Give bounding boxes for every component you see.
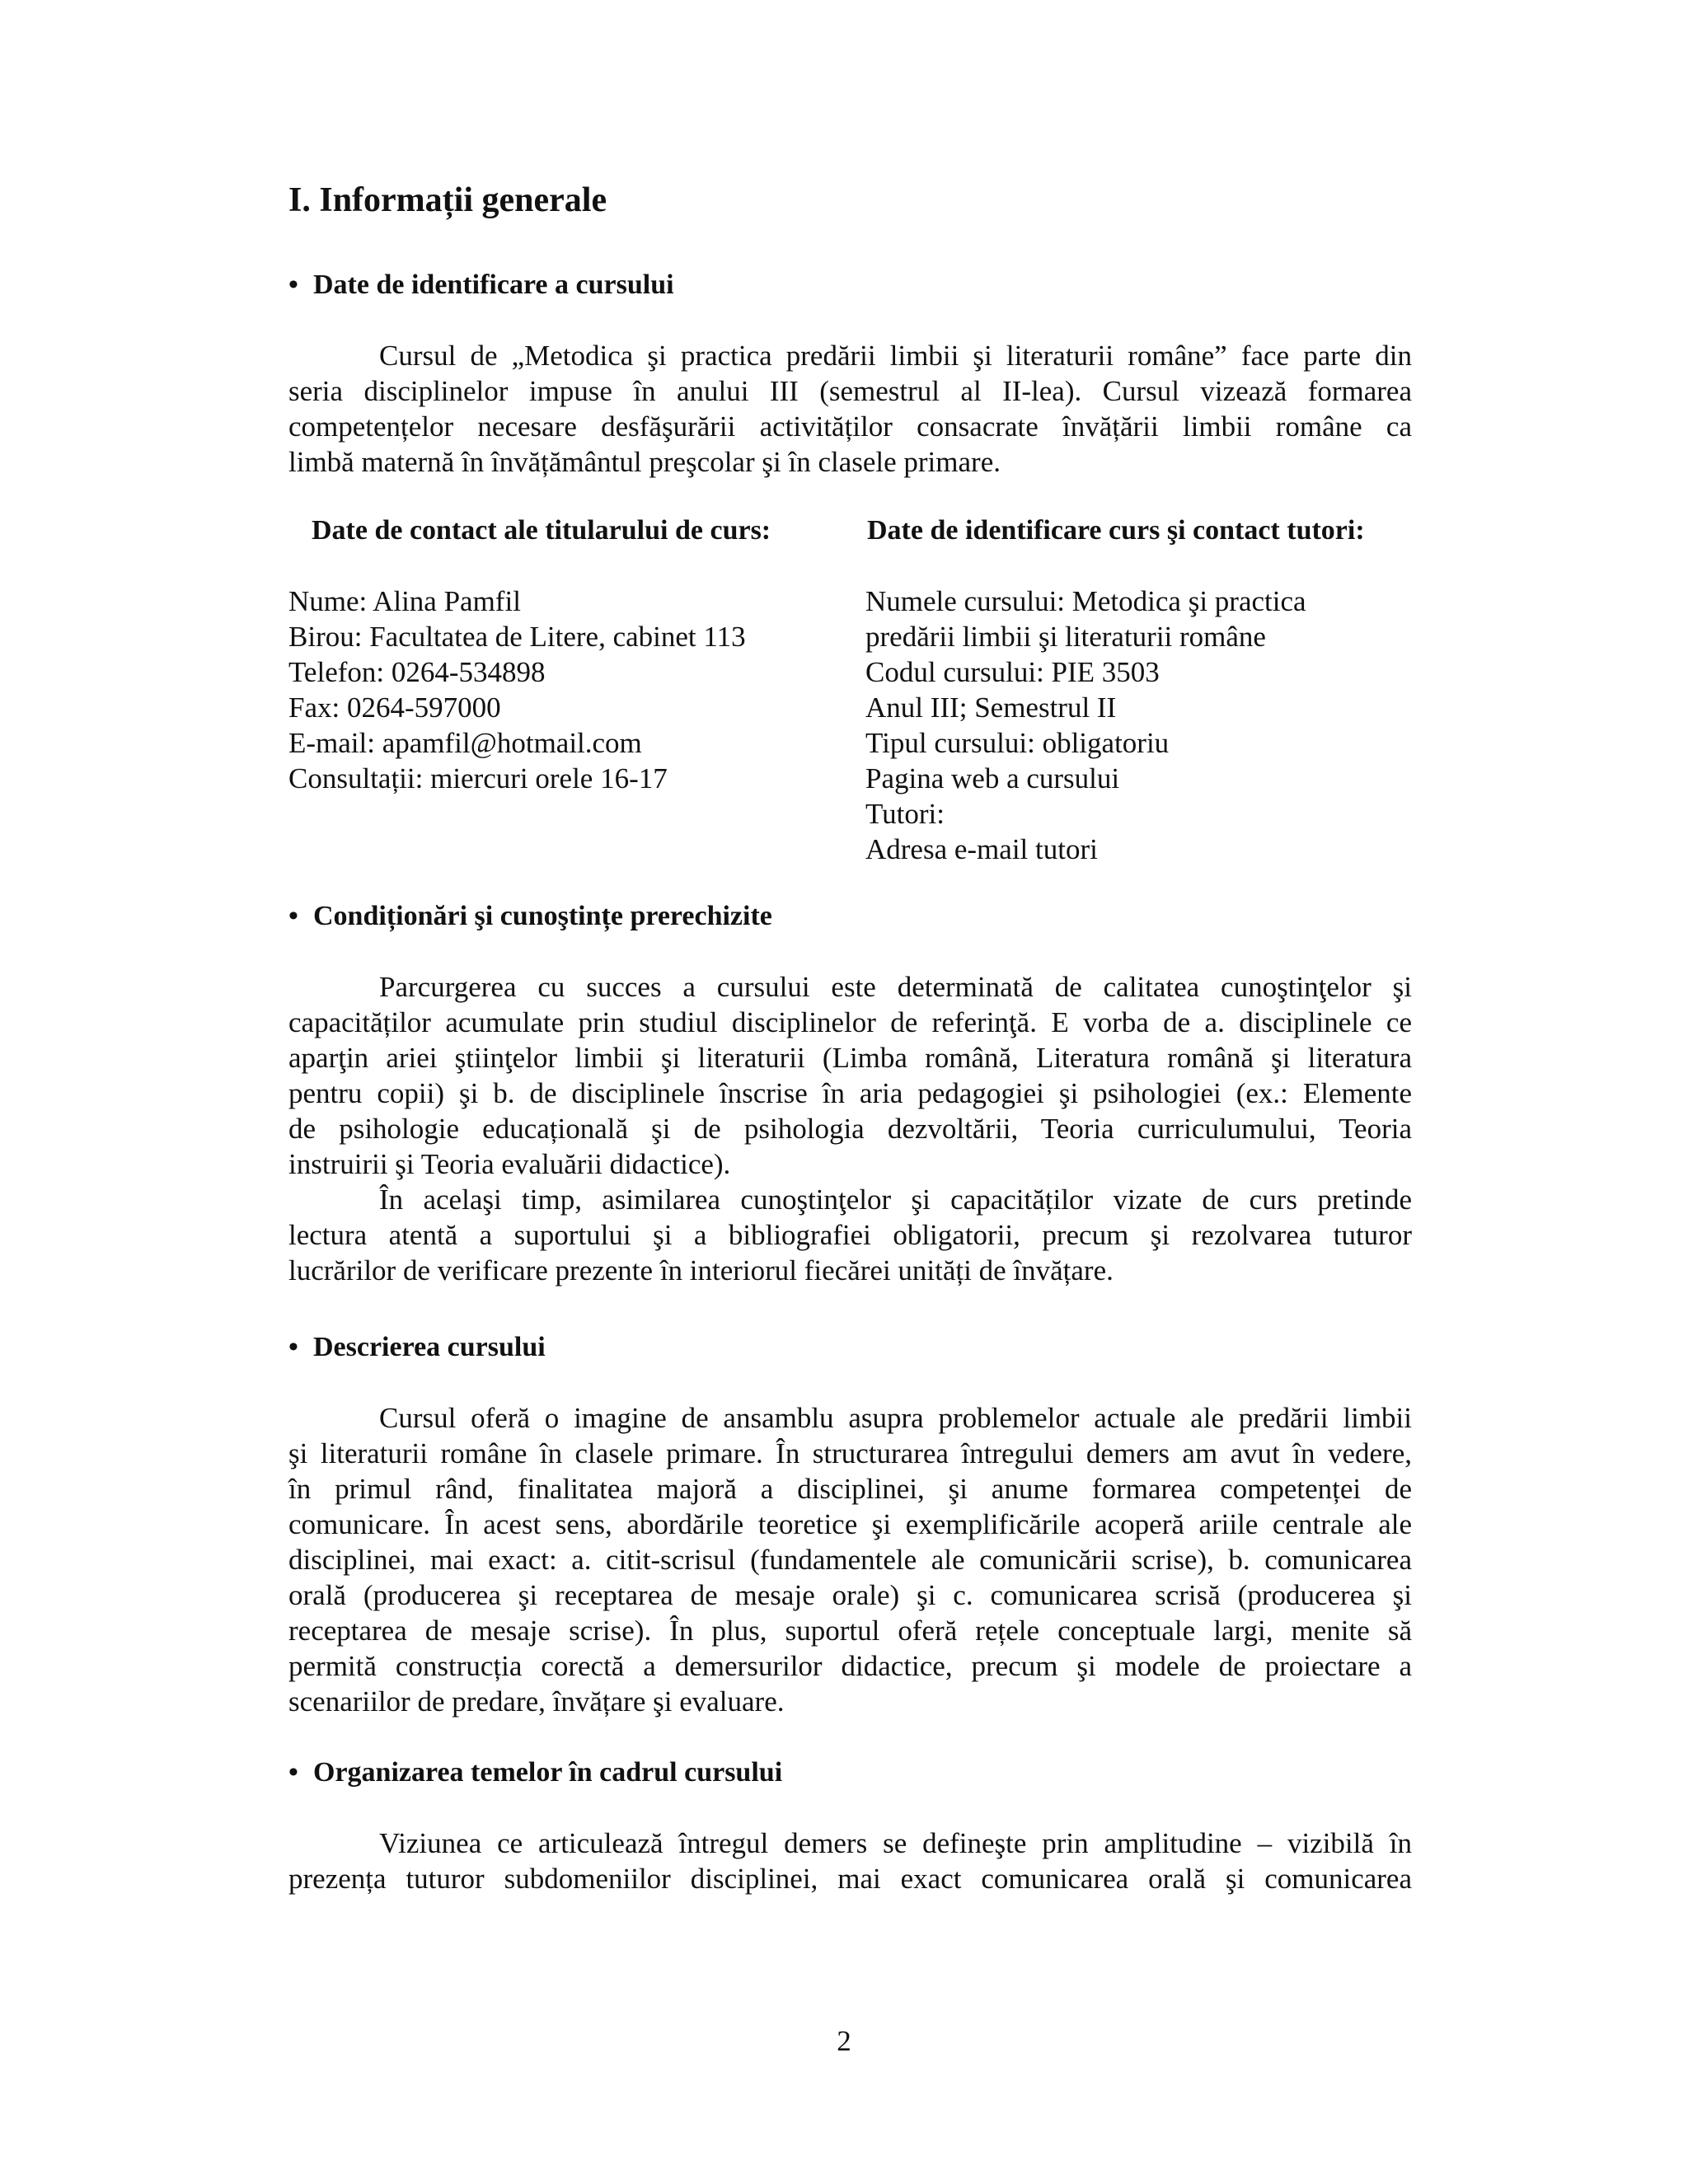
list-item: Tipul cursului: obligatoriu — [865, 727, 1170, 759]
paragraph-descriere: Cursul oferă o imagine de ansamblu asupra problemelor actuale ale predării limbii şi literaturii române în clasele primare. În structurarea întregului demers am avut în vedere, în primul rând, finalitatea majoră a disciplinei, şi anume formarea competenței de comunicare. În acest sens, abordările teoretice şi exemplificările acoperă ariile centrale ale disciplinei, mai exact: a. citit-scrisul (fundamentele ale comunicării scrise), b. comunicarea orală (producerea şi receptarea de mesaje orale) şi c. comunicarea scrisă (producerea şi receptarea de mesaje scrise). În plus, suportul oferă rețele conceptuale largi, menite să permită construcția corectă a demersurilor didactice, precum şi modele de proiectare a scenariilor de predare, învățare şi evaluare. — [288, 1402, 1412, 1718]
section-heading-organizare: • Organizarea temelor în cadrul cursului — [288, 1756, 782, 1790]
list-item: predării limbii şi literaturii române — [865, 621, 1266, 653]
list-item: Pagina web a cursului — [865, 762, 1120, 794]
page-number: 2 — [837, 2025, 851, 2057]
bullet-icon: • — [288, 1757, 298, 1788]
contact-right-list — [865, 583, 1306, 867]
contact-left-heading: Date de contact ale titularului de curs: — [312, 515, 771, 546]
paragraph-conditionari: Parcurgerea cu succes a cursului este determinată de calitatea cunoştinţelor şi capacităților acumulate prin studiul disciplinelor de referinţă. E vorba de a. disciplinele ce aparţin ariei ştiinţelor limbii şi literaturii (Limba română, Literatura română şi literatura pentru copii) şi b. de disciplinele înscrise în aria pedagogiei şi psihologiei (ex.: Elemente de psihologie educațională şi de psihologia dezvoltării, Teoria curriculumului, Teoria instruirii şi Teoria evaluării didactice). În acelaşi timp, asimilarea cunoştinţelor şi capacităților vizate de curs pretinde lectura atentă a suportului şi a bibliografiei obligatorii, precum şi rezolvarea tuturor lucrărilor de verificare prezente în interiorul fiecărei unități de învățare. — [288, 971, 1412, 1286]
list-item: E-mail: apamfil@hotmail.com — [288, 727, 642, 759]
list-item: Adresa e-mail tutori — [865, 833, 1098, 865]
contact-left-list — [288, 583, 746, 796]
page-title: I. Informații generale — [288, 181, 607, 219]
section-heading-descriere: • Descrierea cursului — [288, 1331, 546, 1365]
bullet-icon: • — [288, 1332, 298, 1362]
section-heading-conditionari: • Condiționări şi cunoştințe prerechizite — [288, 900, 772, 934]
section-heading-identificare: • Date de identificare a cursului — [288, 269, 674, 302]
list-item: Telefon: 0264-534898 — [288, 656, 546, 688]
bullet-icon: • — [288, 901, 298, 931]
list-item: Codul cursului: PIE 3503 — [865, 656, 1160, 688]
list-item: Consultații: miercuri orele 16-17 — [288, 762, 668, 794]
list-item: Nume: Alina Pamfil — [288, 585, 521, 617]
list-item: Numele cursului: Metodica şi practica — [865, 585, 1306, 617]
contact-right-heading: Date de identificare curs şi contact tutori: — [867, 515, 1365, 546]
paragraph-identificare: Cursul de „Metodica şi practica predării limbii şi literaturii române” face parte din seria disciplinelor impuse în anului III (semestrul al II-lea). Cursul vizează formarea competențelor necesare desfăşurării activităților consacrate învățării limbii române ca limbă maternă în învățământul preşcolar şi în clasele primare. — [288, 340, 1412, 478]
list-item: Birou: Facultatea de Litere, cabinet 113 — [288, 621, 746, 653]
paragraph-organizare: Viziunea ce articulează întregul demers se defineşte prin amplitudine – vizibilă în prezența tuturor subdomeniilor disciplinei, mai exact comunicarea orală şi comunicarea — [288, 1827, 1412, 1895]
list-item: Tutori: — [865, 798, 945, 830]
bullet-icon: • — [288, 269, 298, 300]
list-item: Fax: 0264-597000 — [288, 691, 501, 724]
list-item: Anul III; Semestrul II — [865, 691, 1117, 724]
